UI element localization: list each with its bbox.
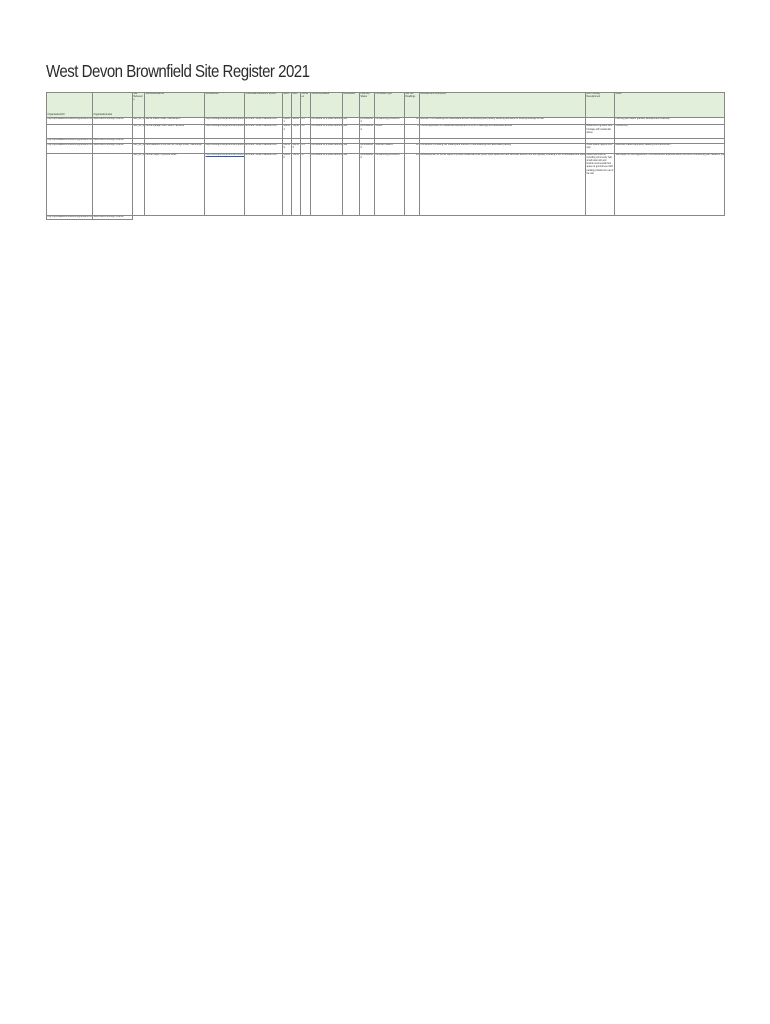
cell-site-name: Land adjacent to the old mill, Bridge Street, Hatherleigh xyxy=(145,143,205,153)
cell-org-uri: http://opendatacommunities.org/id/district-co xyxy=(47,139,93,142)
cell-site-ref: WD_BF_1 xyxy=(133,118,145,125)
cell-non-housing: Mixed use scheme including community hall, small retail unit and flexible commercial floor space at ground level with parking provided to rear of the site xyxy=(586,153,615,215)
cell-geox: 254119 xyxy=(283,143,292,153)
col-header: Non Housing Development xyxy=(586,93,615,118)
cell-site-name: Site at Station Road, Okehampton xyxy=(145,118,205,125)
cell-non-housing: Office space, approx 200 sqm xyxy=(586,143,615,153)
col-header: OrganisationURI xyxy=(47,93,93,118)
cell-site-name: Former garage, Fore Street, Tavistock xyxy=(145,125,205,139)
cell-geox: 248510 xyxy=(283,153,292,215)
cell-hectares: 0.7 xyxy=(301,153,311,215)
cell-permission-type: full planning permission xyxy=(375,118,405,125)
cell-min-dwellings: 10 xyxy=(405,118,420,125)
col-header: OrganisationLabel xyxy=(93,93,133,118)
cell-geo-uri: https://www.gov.uk/government/public xyxy=(205,125,245,139)
cell-min-dwellings: 6 xyxy=(405,125,420,139)
cell-deliverable: yes xyxy=(343,118,360,125)
cell-ownership: not owned by a public authority xyxy=(311,143,343,153)
table-row xyxy=(47,143,725,153)
col-header: Notes xyxy=(615,93,725,118)
col-header: OwnershipStatus xyxy=(311,93,343,118)
cell-ownership: not owned by a public authority xyxy=(311,118,343,125)
table-row xyxy=(47,125,725,139)
col-header: Hectares xyxy=(301,93,311,118)
table-row xyxy=(47,215,725,219)
cell-geoy: 73212 xyxy=(292,153,301,215)
cell-permission-type: full planning permission xyxy=(375,153,405,215)
cell-geo-uri: https://www.gov.uk/government/public xyxy=(205,143,245,153)
document-title: West Devon Brownfield Site Register 2021 xyxy=(46,61,310,81)
cell-crs: ETRS89 / British National Grid xyxy=(245,153,283,215)
cell-description: Redevelopment of former depot to provide residential units, public open space and new vehicular access from the highway, including a mix of affordable and mark xyxy=(420,153,586,215)
cell-hectares: 0.2 xyxy=(301,125,311,139)
cell-description: Outline application for residential development of up to 6 dwellings with associated access xyxy=(420,125,586,139)
cell-org-label: West Devon Borough Council xyxy=(93,139,133,143)
brownfield-register-table xyxy=(46,92,725,220)
cell-crs: ETRS89 / British National Grid xyxy=(245,125,283,139)
cell-deliverable: yes xyxy=(343,143,360,153)
cell-org-label xyxy=(93,153,133,215)
cell-org-label xyxy=(93,125,133,139)
table-row xyxy=(47,153,725,215)
col-header: PermissionType xyxy=(375,93,405,118)
cell-deliverable: yes xyxy=(343,153,360,215)
col-header: Development Description xyxy=(420,93,586,118)
cell-geoy: 94816 xyxy=(292,118,301,125)
cell-site-ref: WD_BF_3 xyxy=(133,143,145,153)
col-header: GeoY xyxy=(292,93,301,118)
col-header: Site Reference xyxy=(133,93,145,118)
cell-site-ref: WD_BF_2 xyxy=(133,125,145,139)
table-row xyxy=(47,118,725,125)
cell-description: Erection of 10 dwellings with associated access, landscaping and parking following demolition of existing buildings on site xyxy=(420,118,586,125)
cell-min-dwellings: 24 xyxy=(405,153,420,215)
col-header: Planning Status xyxy=(360,93,375,118)
cell-geox: 248134 xyxy=(283,125,292,139)
cell-site-ref: WD_BF_4 xyxy=(133,153,145,215)
cell-org-uri xyxy=(47,153,93,215)
col-header: GeoAreaURI xyxy=(205,93,245,118)
cell-planning-status: permissioned xyxy=(360,125,375,139)
cell-notes: Planning permission granted, development underway xyxy=(615,118,725,125)
cell-geo-uri: https://www.gov.uk/government/public xyxy=(205,118,245,125)
cell-org-uri: http://opendatacommunities.org/id/district-co xyxy=(47,143,93,153)
cell-geox: 259031 xyxy=(283,118,290,124)
cell-org-uri: http://opendatacommunities.org/id/district-co xyxy=(47,118,93,125)
cell-planning-status: permissioned xyxy=(360,143,375,153)
cell-notes: Site subject to s106 agreement. Commencement expected within the current monitoring year; details of pha xyxy=(615,153,725,215)
cell-geoy: 104523 xyxy=(292,143,301,153)
cell-org-label: West Devon Borough Council xyxy=(93,215,133,219)
cell-notes: Outline only xyxy=(615,125,725,139)
cell-permission-type: reserved matters xyxy=(375,143,405,153)
col-header: GeoX xyxy=(283,93,292,118)
cell-ownership: not owned by a public authority xyxy=(311,125,343,139)
cell-planning-status: permissioned xyxy=(360,118,373,124)
cell-crs: ETRS89 / British National Grid xyxy=(245,118,283,125)
cell-org-label: West Devon Borough Council xyxy=(93,143,133,153)
cell-deliverable: yes xyxy=(343,125,360,139)
col-header: Min Net Dwellings xyxy=(405,93,420,118)
cell-non-housing xyxy=(586,118,615,125)
cell-org-uri xyxy=(47,125,93,139)
cell-org-uri: http://opendatacommunities.org/id/district-co xyxy=(47,215,93,218)
col-header: Deliverable xyxy=(343,93,360,118)
cell-hectares: 0.3 xyxy=(301,143,311,153)
cell-geo-uri-link[interactable]: https://www.gov.uk/government/public xyxy=(205,153,245,215)
cell-hectares: 0.4 xyxy=(301,118,311,125)
cell-crs: ETRS89 / British National Grid xyxy=(245,143,283,153)
cell-org-label: West Devon Borough Council xyxy=(93,118,133,125)
header-row xyxy=(47,93,725,118)
cell-non-housing: Retail unit to ground floor frontage with residential above xyxy=(586,125,615,139)
cell-ownership: not owned by a public authority xyxy=(311,153,343,215)
cell-permission-type: outline xyxy=(375,125,405,139)
cell-planning-status: permissioned xyxy=(360,153,375,215)
col-header: SiteNameAddress xyxy=(145,93,205,118)
cell-site-name: Former depot, Plymouth Road xyxy=(145,153,205,215)
cell-geoy: 74430 xyxy=(292,125,301,139)
cell-min-dwellings: 12 xyxy=(405,143,420,153)
cell-notes: Reserved matters approved, awaiting commencement xyxy=(615,143,725,153)
col-header: Coordinate Reference System xyxy=(245,93,283,118)
cell-description: Conversion of existing mill building and erection of new dwellings with associated parking xyxy=(420,143,586,153)
